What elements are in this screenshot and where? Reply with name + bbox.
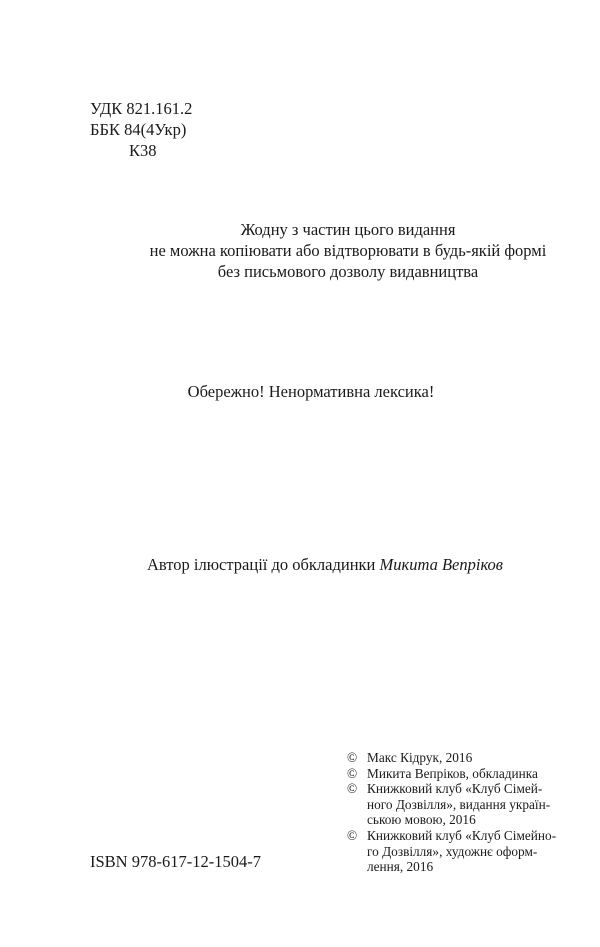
profanity-warning: Обережно! Ненормативна лексика! xyxy=(187,382,435,401)
copyright-entry xyxy=(347,828,572,875)
copyright-notice xyxy=(0,219,600,282)
illustrator-name: Микита Вепріков xyxy=(379,555,503,574)
bbk-code: ББК 84(4Укр) xyxy=(90,120,187,139)
copyright-text: Книжковий клуб «Клуб Сімей- xyxy=(367,781,543,797)
copyright-entry xyxy=(347,781,572,828)
copyright-text: Микита Вепріков, обкладинка xyxy=(367,765,538,781)
author-mark: К38 xyxy=(129,141,157,160)
classification-codes xyxy=(90,98,192,161)
copyright-list xyxy=(347,750,572,875)
copyright-text: лення, 2016 xyxy=(367,859,434,875)
notice-line-3: без письмового дозволу видавництва xyxy=(217,262,479,281)
copyright-icon: © xyxy=(347,750,358,765)
copyright-entry xyxy=(347,766,572,782)
copyright-text: ного Дозвілля», видання україн- xyxy=(367,796,551,812)
udk-code: УДК 821.161.2 xyxy=(90,99,193,118)
illustration-credit xyxy=(147,554,503,575)
copyright-icon: © xyxy=(347,781,358,797)
copyright-text: го Дозвілля», художнє оформ- xyxy=(367,843,538,859)
illustration-credit-prefix: Автор ілюстрації до обкладинки xyxy=(147,555,380,574)
notice-line-2: не можна копіювати або відтворювати в будь-якій формі xyxy=(149,241,547,260)
copyright-icon: © xyxy=(347,827,358,843)
copyright-icon: © xyxy=(347,765,358,781)
copyright-text: ською мовою, 2016 xyxy=(367,812,476,828)
copyright-entry xyxy=(347,750,572,766)
copyright-text: Макс Кідрук, 2016 xyxy=(367,750,473,765)
isbn: ISBN 978-617-12-1504-7 xyxy=(90,852,261,871)
notice-line-1: Жодну з частин цього видання xyxy=(240,220,456,239)
copyright-text: Книжковий клуб «Клуб Сімейно- xyxy=(367,827,557,843)
